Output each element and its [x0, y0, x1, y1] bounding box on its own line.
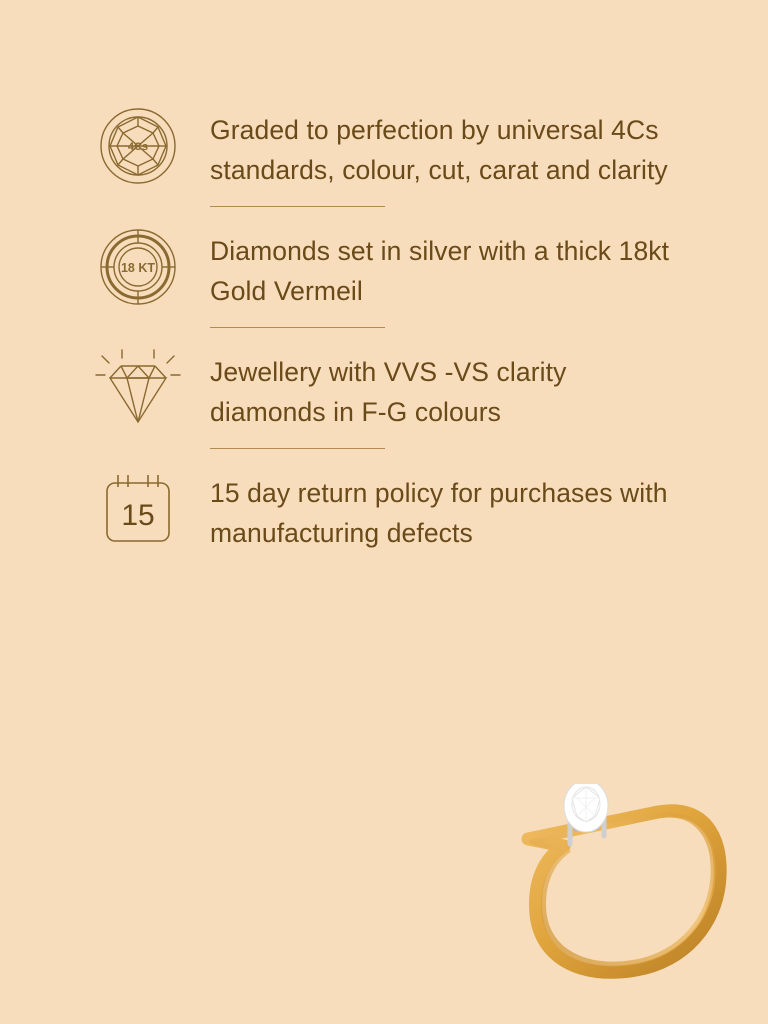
gold-purity-18kt-icon — [88, 217, 188, 317]
feature-text: Diamonds set in silver with a thick 18kt Gold Vermeil — [210, 236, 670, 306]
feature-text: Graded to perfection by universal 4Cs standards, colour, cut, carat and clarity — [210, 115, 668, 185]
diamond-4cs-icon — [88, 96, 188, 196]
divider — [210, 206, 385, 207]
calendar-15-days-icon — [88, 459, 188, 559]
divider-row — [88, 438, 688, 459]
divider — [210, 448, 385, 449]
feature-text: Jewellery with VVS -VS clarity diamonds in F-G colours — [210, 357, 567, 427]
divider-row — [88, 196, 688, 217]
divider-row — [88, 317, 688, 338]
divider — [210, 327, 385, 328]
icon-label-4cs: 4Cs — [127, 141, 149, 153]
feature-list — [88, 96, 688, 559]
icon-label-15: 15 — [121, 499, 155, 532]
feature-text: 15 day return policy for purchases with manufacturing defects — [210, 478, 668, 548]
feature-item-4cs — [88, 96, 688, 196]
feature-item-return-policy — [88, 459, 688, 559]
feature-item-18kt — [88, 217, 688, 317]
sparkling-diamond-icon — [88, 338, 188, 438]
icon-label-18kt: 18 KT — [120, 261, 156, 275]
gold-solitaire-ring-photo — [508, 784, 738, 984]
feature-item-clarity — [88, 338, 688, 438]
